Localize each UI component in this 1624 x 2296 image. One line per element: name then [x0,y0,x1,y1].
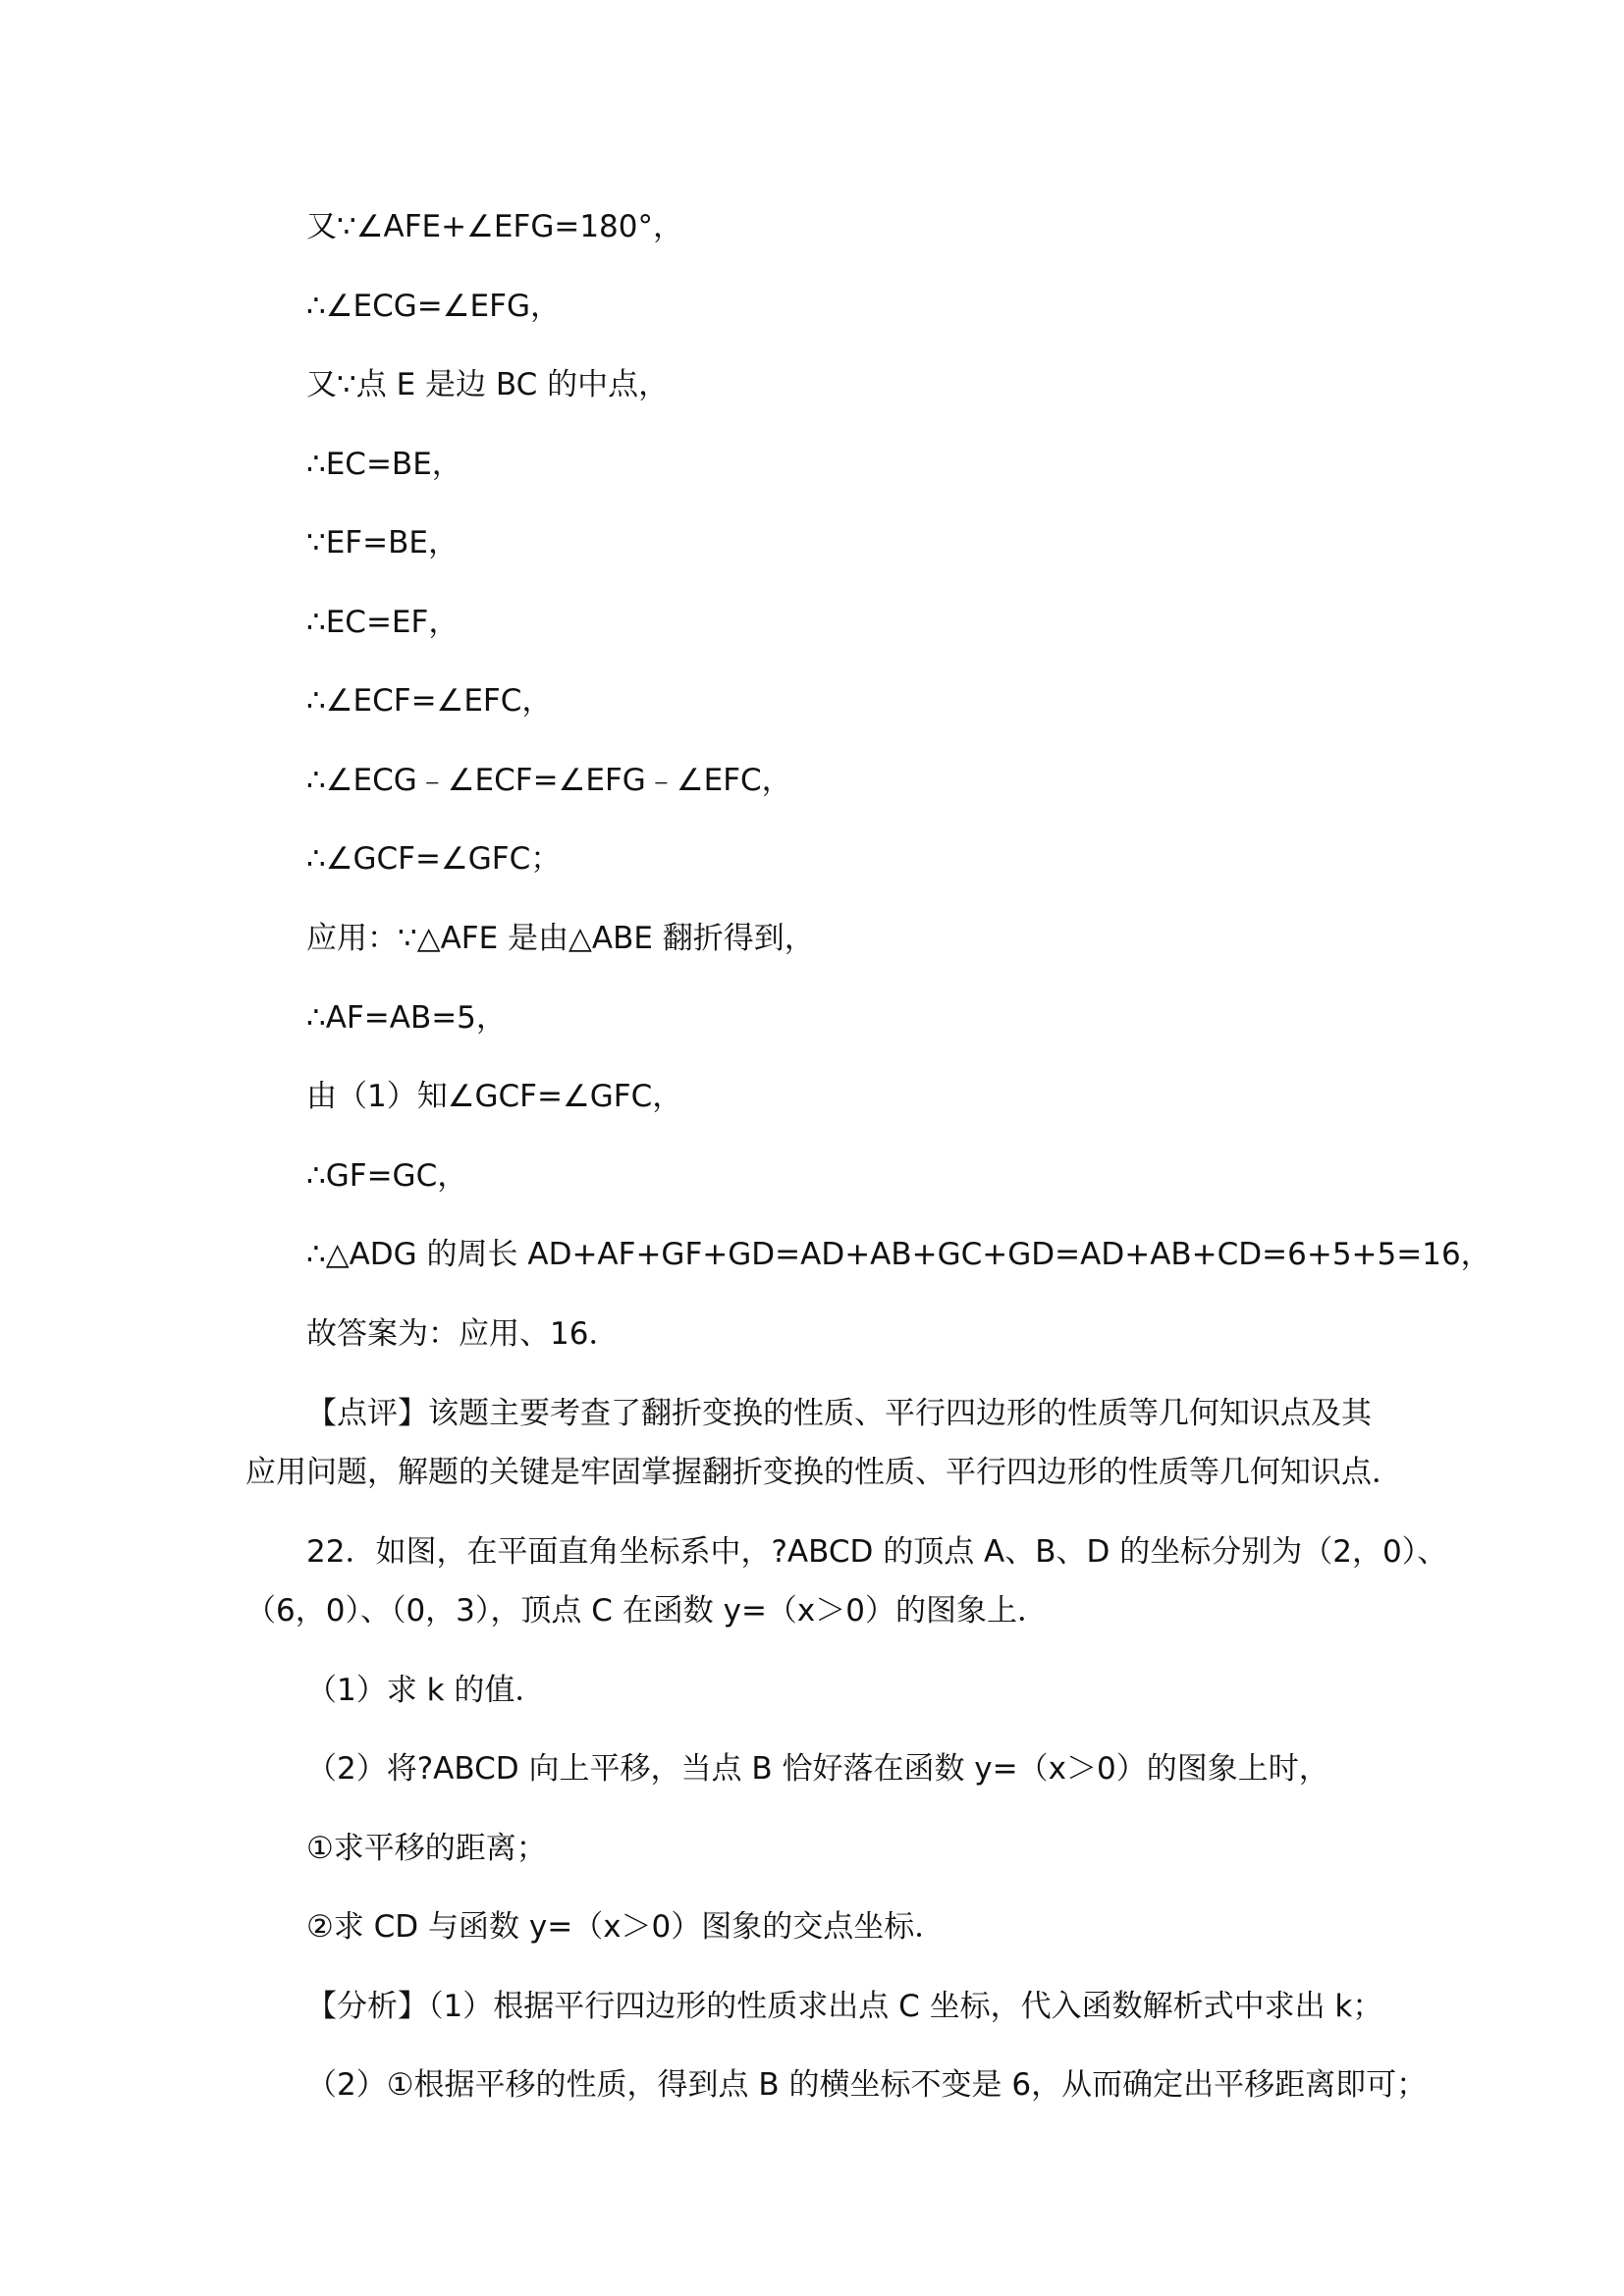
text-line: ∴∠ECG﹣∠ECF=∠EFG﹣∠EFC， [306,763,792,798]
question-part: （2）将?ABCD 向上平移，当点 B 恰好落在函数 y=（x＞0）的图象上时， [306,1751,1329,1787]
text-line: 又∵∠AFE+∠EFG=180°， [306,209,683,244]
text-line: ∴∠GCF=∠GFC； [306,841,562,877]
question-subpart: ②求 CD 与函数 y=（x＞0）图象的交点坐标． [306,1909,946,1945]
question-part: （1）求 k 的值． [306,1673,546,1708]
text-line: ∴AF=AB=5， [306,1000,507,1036]
text-line: ∴∠ECF=∠EFC， [306,683,553,719]
text-line: 应用：∵△AFE 是由△ABE 翻折得到， [306,921,815,956]
text-line: ∴△ADG 的周长 AD+AF+GF+GD=AD+AB+GC+GD=AD+AB+CD=6+5+5=16， [306,1237,1491,1272]
text-line: ∴EC=BE， [306,447,462,482]
text-line: 故答案为：应用、16． [306,1316,620,1352]
comment-line: 【点评】该题主要考查了翻折变换的性质、平行四边形的性质等几何知识点及其 [306,1396,1372,1431]
question-line: （6，0）、（0，3），顶点 C 在函数 y=（x＞0）的图象上． [245,1593,1048,1629]
text-line: 又∵点 E 是边 BC 的中点， [306,367,670,402]
text-line: ∴∠ECG=∠EFG， [306,289,561,324]
analysis-line: （2）①根据平移的性质，得到点 B 的横坐标不变是 6，从而确定出平移距离即可； [306,2067,1428,2103]
question-subpart: ①求平移的距离； [306,1831,547,1866]
text-line: ∵EF=BE， [306,525,459,561]
text-line: 由（1）知∠GCF=∠GFC， [306,1079,683,1114]
text-line: ∴GF=GC， [306,1158,468,1194]
analysis-line: 【分析】（1）根据平行四边形的性质求出点 C 坐标，代入函数解析式中求出 k； [306,1989,1383,2024]
question-line: 22．如图，在平面直角坐标系中，?ABCD 的顶点 A、B、D 的坐标分别为（2，0）、 [306,1534,1448,1570]
text-line: ∴EC=EF， [306,605,460,640]
comment-line: 应用问题，解题的关键是牢固掌握翻折变换的性质、平行四边形的性质等几何知识点． [245,1455,1402,1490]
